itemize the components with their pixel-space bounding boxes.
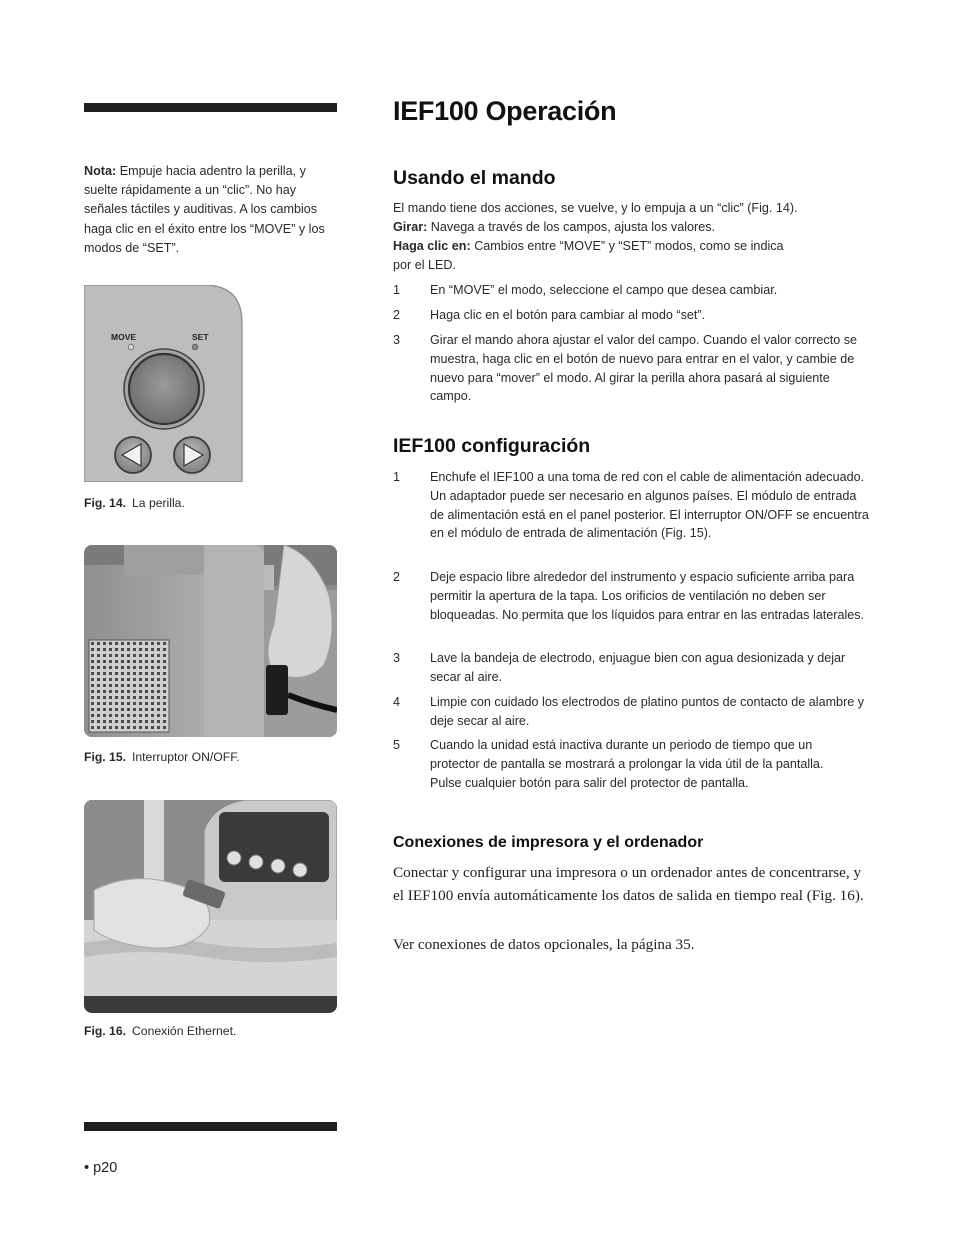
move-led-icon — [128, 344, 134, 350]
list-item-number: 1 — [393, 283, 401, 297]
panel-button-icon — [227, 851, 241, 865]
set-led-icon — [192, 344, 198, 350]
list-item-number: 2 — [393, 570, 401, 584]
note-paragraph — [84, 162, 334, 258]
clic-label: Haga clic en: — [393, 239, 471, 253]
girar-line — [393, 218, 873, 237]
list-item-text: Cuando la unidad está inactiva durante un periodo de tiempo que un protector de pantalla se mostrará a prolongar la vida útil de la pantalla. Pulse cualquier botón para salir del protector de pantalla. — [430, 738, 824, 790]
list-item-number: 4 — [393, 695, 401, 709]
list-item-text: Girar el mando ahora ajustar el valor del campo. Cuando el valor correcto se muestra, haga clic en el botón de nuevo para entrar en el valor, y cambie de nuevo para “mover” el modo. Al girar la perilla ahora pasará al siguiente campo. — [430, 333, 858, 404]
section-heading-conexiones: Conexiones de impresora y el ordenador — [393, 834, 704, 851]
figure-14-number: Fig. 14. — [84, 496, 126, 510]
page-title: IEF100 Operación — [393, 96, 617, 126]
figure-power-switch — [84, 545, 337, 737]
section1-intro: El mando tiene dos acciones, se vuelve, y lo empuja a un “clic” (Fig. 14). — [393, 201, 798, 215]
figure-16-caption — [84, 1024, 236, 1038]
list-item-text: Haga clic en el botón para cambiar al modo “set”. — [430, 308, 706, 322]
section-heading-usando: Usando el mando — [393, 167, 556, 189]
figure-16-number: Fig. 16. — [84, 1024, 126, 1038]
ethernet-photo — [84, 800, 337, 1013]
list-item-number: 2 — [393, 308, 401, 322]
figure-15-text: Interruptor ON/OFF. — [132, 750, 240, 764]
list-item-text: Enchufe el IEF100 a una toma de red con el cable de alimentación adecuado. Un adaptador puede ser necesario en algunos países. El módulo de entrada de alimentación está en el panel posterior. El interruptor ON/OFF se encuentra en el módulo de entrada de alimentación (Fig. 15). — [430, 470, 869, 541]
clic-text: Cambios entre “MOVE” y “SET” modos, como se indica — [474, 239, 784, 253]
list-item-number: 1 — [393, 470, 401, 484]
list-item-text: Lave la bandeja de electrodo, enjuague bien con agua desionizada y dejar secar al aire. — [430, 651, 846, 684]
list-item-number: 5 — [393, 738, 401, 752]
section-heading-configuracion: IEF100 configuración — [393, 435, 591, 457]
power-plug-icon — [266, 665, 288, 715]
figure-15-caption — [84, 750, 240, 764]
girar-label: Girar: — [393, 220, 428, 234]
girar-text: Navega a través de los campos, ajusta los valores. — [430, 220, 715, 234]
list-item-number: 3 — [393, 333, 401, 347]
list-item-text: Limpie con cuidado los electrodos de platino puntos de contacto de alambre y deje secar al aire. — [430, 695, 865, 728]
note-label: Nota: — [84, 164, 117, 178]
power-switch-photo — [84, 545, 337, 737]
note-text: Empuje hacia adentro la perilla, y suelte rápidamente a un “clic”. No hay señales táctiles y auditivas. A los cambios haga clic en el éxito entre los “MOVE” y los modos de “SET”. — [84, 164, 325, 255]
list-item-text: En “MOVE” el modo, seleccione el campo que desea cambiar. — [430, 283, 778, 297]
figure-ethernet — [84, 800, 337, 1013]
clic-line — [393, 237, 873, 256]
figure-15-number: Fig. 15. — [84, 750, 126, 764]
top-rule — [84, 103, 337, 112]
section3-paragraph-2: Ver conexiones de datos opcionales, la página 35. — [393, 936, 695, 953]
list-item-number: 3 — [393, 651, 401, 665]
figure-14-text: La perilla. — [132, 496, 185, 510]
knob-icon — [129, 354, 199, 424]
figure-14-caption — [84, 496, 185, 510]
section3-paragraph-1: Conectar y configurar una impresora o un ordenador antes de concentrarse, y el IEF100 envía automáticamente los datos de salida en tiempo real (Fig. 16). — [393, 864, 864, 904]
set-label: SET — [192, 332, 209, 342]
vent-grille-icon — [89, 640, 169, 732]
clic-text-continued: por el LED. — [393, 258, 456, 272]
move-label: MOVE — [111, 332, 137, 342]
figure-knob — [84, 285, 337, 482]
bottom-rule — [84, 1122, 337, 1131]
figure-16-text: Conexión Ethernet. — [132, 1024, 237, 1038]
knob-panel-illustration — [84, 285, 337, 482]
page-number: • p20 — [84, 1160, 118, 1176]
list-item-text: Deje espacio libre alrededor del instrumento y espacio suficiente arriba para permitir la apertura de la tapa. Los orificios de ventilación no deben ser bloqueadas. No permita que los líquidos para entrar en las entradas laterales. — [430, 570, 865, 622]
